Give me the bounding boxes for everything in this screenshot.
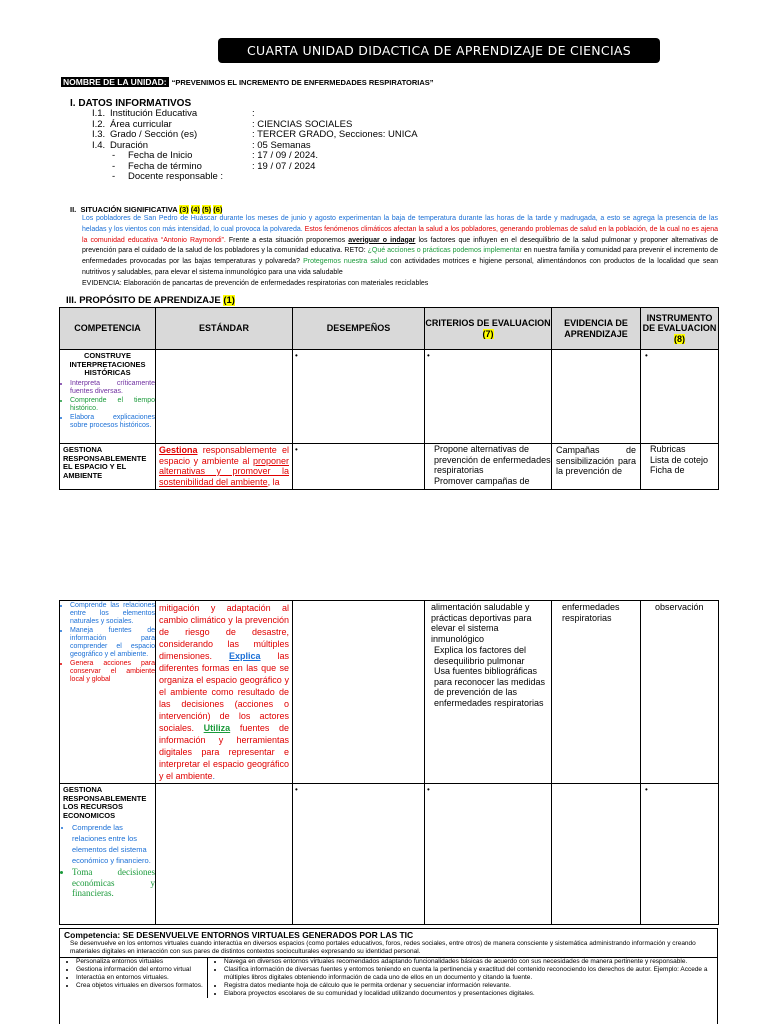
capacity-item: • Elabora explicaciones sobre procesos históricos. [70, 414, 155, 430]
header-criterios: CRITERIOS DE EVALUACION (7) [425, 308, 552, 350]
criteria-item: • Propone alternativas de prevención de enfermedades respiratorias [434, 444, 551, 476]
unit-name-label: NOMBRE DE LA UNIDAD: [63, 77, 167, 87]
info-key: Docente responsable : [128, 171, 224, 182]
unit-name-value: “PREVENIMOS EL INCREMENTO DE ENFERMEDADES RESPIRATORIAS” [171, 78, 434, 87]
tic-heading: Competencia: SE DESENVUELVE ENTORNOS VIRTUALES GENERADOS POR LAS TIC [64, 930, 414, 940]
criteria-list [425, 444, 551, 486]
criteria-list [425, 645, 551, 708]
unit-name [61, 77, 434, 87]
tic-capacity-item: • Crea objetos virtuales en diversos formatos. [76, 982, 207, 990]
instrument-list [641, 444, 718, 476]
info-subrow: - Fecha de término : 19 / 07 / 2024 [112, 160, 316, 172]
bullet: • [295, 445, 298, 454]
document-title: CUARTA UNIDAD DIDACTICA DE APRENDIZAJE DE CIENCIAS [218, 38, 660, 63]
info-value: : 05 Semanas [252, 139, 311, 151]
capacity-list [60, 822, 155, 899]
section-purpose-heading: III. PROPÓSITO DE APRENDIZAJE (1) [66, 295, 235, 306]
tic-capacity-item: • Gestiona información del entorno virtual [76, 966, 207, 974]
table-header-row [60, 308, 719, 350]
capacity-list [60, 380, 155, 430]
info-value: : 17 / 09 / 2024. [252, 150, 319, 161]
bullet: • [295, 351, 298, 360]
criteria-cont: alimentación saludable y prácticas deportivas para elevar el sistema inmunológico [431, 602, 532, 644]
tic-performance-list [208, 958, 717, 997]
info-value: : 19 / 07 / 2024 [252, 160, 316, 172]
section-situation-heading: II. SITUACIÓN SIGNIFICATIVA (3) (4) (5) (6) [70, 205, 223, 214]
header-evidencia: EVIDENCIA DE APRENDIZAJE [552, 308, 641, 350]
purpose-table-continued [59, 600, 719, 925]
competence-name: GESTIONA RESPONSABLEMENTE EL ESPACIO Y EL AMBIENTE [63, 445, 147, 480]
capacity-item: • Comprende las relaciones entre los elementos del sistema económico y financiero. [72, 822, 155, 866]
capacity-item: • Genera acciones para conservar el ambiente local y global [70, 660, 155, 684]
criteria-item: • Usa fuentes bibliográficas para reconocer las medidas de prevención de las enfermedades respiratorias [434, 666, 551, 708]
capacity-item: • Maneja fuentes de información para comprender el espacio geográfico y el ambiente. [70, 627, 155, 659]
situation-text: Los pobladores de San Pedro de Huáscar durante los meses de junio y agosto experimentan la baja de temperatura durante las horas de la tarde y madrugada, a esto se agrega la presencia de las heladas y los vientos con más intensidad, lo cual provoca la polvareda. Estos fenómenos climáticos afectan la salud a los pobladores, generando problemas de salud en la población, de la cual no es ajena la comunidad educativa “Antonio Raymondi”. Frente a esta situación proponemos averiguar o indagar los factores que influyen en el desequilibrio de la salud pulmonar y proponer alternativas de prevención para el cuidado de la salud de los pobladores y la comunidad educativa. RETO: ¿Qué acciones o prácticas podemos implementar en nuestra familia y comunidad para prevenir el incremento de enfermedades provocadas por las bajas temperaturas y polvareda? Protegemos nuestra salud con actividades motrices e higiene personal, alimentándonos con productos de la localidad que sean nutritivos y saludables, para elevar el sistema inmunológico para una vida saludable EVIDENCIA: Elaboración de pancartas de prevención de enfermedades respiratorias con materiales reciclables [82, 215, 718, 287]
info-block [92, 109, 418, 183]
info-key: Área curricular [110, 118, 172, 130]
capacity-item: • Comprende el tiempo histórico. [70, 397, 155, 413]
info-value: : TERCER GRADO, Secciones: UNICA [252, 129, 418, 140]
info-subrow: - Docente responsable : [112, 171, 224, 182]
situation-red-text: Estos fenómenos climáticos afectan la salud a los pobladores, generando problemas de salud en la población, de la cual no es ajena la comunidad educativa “Antonio Raymondi”. [82, 225, 718, 244]
info-key: Fecha de Inicio [128, 150, 193, 161]
instrument-item: • Lista de cotejo [650, 455, 718, 466]
criteria-item: • Promover campañas de [434, 476, 551, 487]
tic-description: Se desenvuelve en los entornos virtuales cuando interactúa en diversos espacios (como portales educativos, foros, redes sociales, entre otros) de manera consciente y sistemática administrando información y creando materiales digitales en interacción con sus pares de distintos contextos socioculturales expresando su identidad personal. [70, 940, 696, 955]
table-row: • Comprende las relaciones entre los elementos naturales y sociales. • Maneja fuentes de información para comprender el espacio geográfico y el ambiente. • Genera acciones para conservar el ambiente local y global mitigación y adaptación al cambio climático y la prevención de riesgo de desastre, considerando las múltiples dimensiones. Explica las diferentes formas en las que se organiza el espacio geográfico y el ambiente como resultado de las decisiones (acciones o intervención) de los actores sociales. Utiliza fuentes de información y herramientas digitales para representar e interpretar el espacio geográfico y el ambiente. alimentación saludable y prácticas deportivas para elevar el sistema inmunológico • Explica los factores del desequilibrio pulmonar • Usa fuentes bibliográficas para reconocer las medidas de prevención de las enfermedades respiratorias enfermedades respiratorias observación [60, 601, 719, 784]
bullet: • [645, 785, 648, 794]
evidence-cell: enfermedades respiratorias [552, 601, 641, 784]
tic-performance-item: • Clasifica información de diversas fuentes y entornos teniendo en cuenta la pertinencia y exactitud del contenido reconociendo los derechos de autor. Ejemplo: Accede a múltiples libros digitales obteniendo información de cada uno de ellos en un documento y citando la fuente. [224, 966, 717, 981]
header-desempenos: DESEMPEÑOS [293, 308, 425, 350]
situation-underlined: averiguar o indagar [348, 236, 416, 244]
std-keyword: Gestiona [159, 445, 198, 455]
purpose-table [59, 307, 719, 490]
info-num: I.3. [92, 129, 106, 140]
tic-performance-item: • Navega en diversos entornos virtuales recomendados adaptando funcionalidades básicas de acuerdo con sus necesidades de manera pertinente y responsable. [224, 958, 717, 966]
std-keyword: Utiliza [203, 723, 231, 733]
header-estandar: ESTÁNDAR [156, 308, 293, 350]
competence-name: GESTIONA RESPONSABLEMENTE LOS RECURSOS ECONOMICOS [63, 785, 147, 820]
bullet: • [427, 785, 430, 794]
std-keyword: Explica [228, 651, 261, 661]
capacity-item: • Toma decisiones económicas y financieras. [72, 867, 155, 899]
tic-performance-item: • Elabora proyectos escolares de su comunidad y localidad utilizando documentos y presentaciones digitales. [224, 990, 717, 998]
evidence-cell: Campañas de sensibilización para la prevención de [552, 444, 641, 490]
capacity-item: • Interpreta críticamente fuentes diversas. [70, 380, 155, 396]
criteria-item: • Explica los factores del desequilibrio pulmonar [434, 645, 551, 666]
capacity-list [60, 601, 155, 684]
instrument-item: • Ficha de [650, 465, 718, 476]
tic-capacity-list [60, 958, 207, 990]
info-key: Fecha de término [128, 160, 202, 172]
header-instrumento: INSTRUMENTO DE EVALUACION (8) [641, 308, 719, 350]
tic-capacity-item: • Personaliza entornos virtuales [76, 958, 207, 966]
table-row: GESTIONA RESPONSABLEMENTE EL ESPACIO Y EL AMBIENTE Gestiona responsablemente el espacio y ambiente al proponer alternativas y promover la sostenibilidad del ambiente, la • • Propone alternativas de prevención de enfermedades respiratorias • Promover campañas de Campañas de sensibilización para la prevención de • Rubricas • Lista de cotejo • Ficha de [60, 444, 719, 490]
capacity-item: • Comprende las relaciones entre los elementos naturales y sociales. [70, 602, 155, 626]
info-key: Institución Educativa [110, 108, 198, 119]
situation-blue-text: Los pobladores de San Pedro de Huáscar durante los meses de junio y agosto experimentan la baja de temperatura durante las horas de la tarde y madrugada, a esto se agrega la presencia de las heladas y los vientos con más intensidad, lo cual provoca la polvareda. [82, 215, 718, 233]
info-num: I.4. [92, 139, 106, 151]
tic-competence-box [59, 928, 718, 1024]
instrument-cell: observación [641, 601, 719, 784]
section-info-heading: I. DATOS INFORMATIVOS [70, 98, 192, 109]
bullet: • [645, 351, 648, 360]
competence-name: CONSTRUYE INTERPRETACIONES HISTÓRICAS [69, 351, 146, 377]
bullet: • [295, 785, 298, 794]
info-subrow: - Fecha de Inicio : 17 / 09 / 2024. [112, 150, 319, 161]
bullet: • [427, 351, 430, 360]
table-row [60, 784, 719, 925]
header-competencia: COMPETENCIA [60, 308, 156, 350]
info-key: Duración [110, 139, 149, 151]
info-key: Grado / Sección (es) [110, 129, 198, 140]
info-value: : CIENCIAS SOCIALES [252, 118, 353, 130]
info-num: I.2. [92, 118, 106, 130]
situation-evidence: EVIDENCIA: Elaboración de pancartas de prevención de enfermedades respiratorias con materiales reciclables [82, 279, 429, 287]
info-value: : [252, 108, 255, 119]
tic-capacity-item: • Interactúa en entornos virtuales. [76, 974, 207, 982]
tic-performance-item: • Registra datos mediante hoja de cálculo que le permita ordenar y secuenciar información relevante. [224, 982, 717, 990]
table-row [60, 350, 719, 444]
info-num: I.1. [92, 108, 106, 119]
instrument-item: • Rubricas [650, 444, 718, 455]
